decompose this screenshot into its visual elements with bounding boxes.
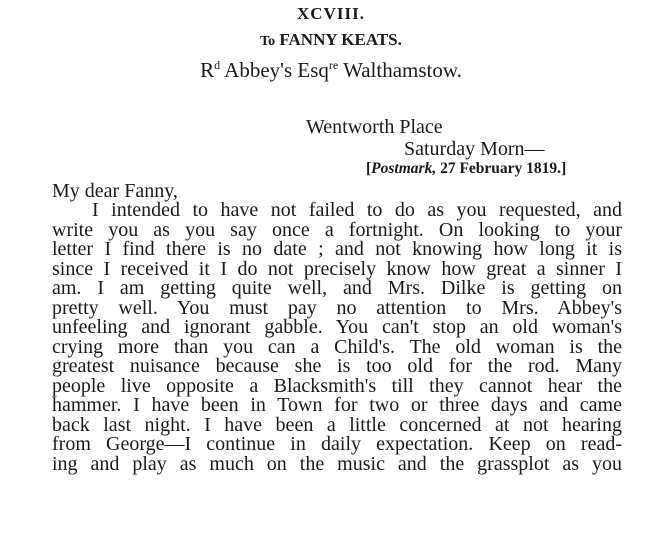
postmark-note (366, 160, 566, 178)
body-line: people live opposite a Blacksmith's till they cannot hear the (52, 374, 622, 397)
body-line: unfeeling and ignorant gabble. You can't stop an old woman's (52, 316, 622, 338)
body-line: letter I find there is no date ; and not knowing how long it is (52, 238, 622, 260)
letter-recipient (0, 30, 662, 50)
recipient-address (0, 58, 662, 83)
recipient-prefix: To (260, 34, 276, 49)
address-sup-1: d (214, 58, 221, 72)
body-line: greatest nuisance because she is too old for the rod. Many (52, 355, 622, 377)
body-line: am. I am getting quite well, and Mrs. Dilke is getting on (52, 277, 622, 299)
postmark-label: Postmark, (371, 160, 437, 177)
letter-place: Wentworth Place (306, 116, 443, 138)
recipient-name: FANNY KEATS. (279, 30, 402, 49)
body-line: hammer. I have been in Town for two or three days and came (52, 394, 622, 416)
postmark-open-bracket: [ (366, 160, 372, 177)
body-line: back last night. I have been a little concerned at not hearing (52, 413, 622, 436)
address-sup-2: re (328, 58, 339, 72)
letter-body (52, 201, 622, 474)
body-line: crying more than you can a Child's. The old woman is the (52, 335, 622, 358)
postmark-date: 27 February 1819. (436, 160, 562, 177)
body-line: I intended to have not failed to do as you requested, and (92, 199, 622, 221)
address-part-2: Abbey's Esq (220, 58, 329, 82)
body-line: from George—I continue in daily expectation. Keep on read- (52, 433, 622, 455)
salutation: My dear Fanny, (52, 180, 178, 202)
letter-day: Saturday Morn— (404, 138, 545, 160)
body-line: since I received it I do not precisely know how great a sinner I (52, 257, 622, 280)
body-line: pretty well. You must pay no attention to Mrs. Abbey's (52, 296, 622, 319)
letter-numeral: XCVIII. (297, 4, 365, 23)
address-part-3: Walthamstow. (338, 58, 462, 82)
body-line: write you as you say once a fortnight. On looking to your (52, 218, 622, 241)
address-part-1: R (200, 58, 215, 82)
postmark-close-bracket: ] (561, 160, 567, 177)
body-line: ing and play as much on the music and the grassplot as you (52, 452, 622, 475)
